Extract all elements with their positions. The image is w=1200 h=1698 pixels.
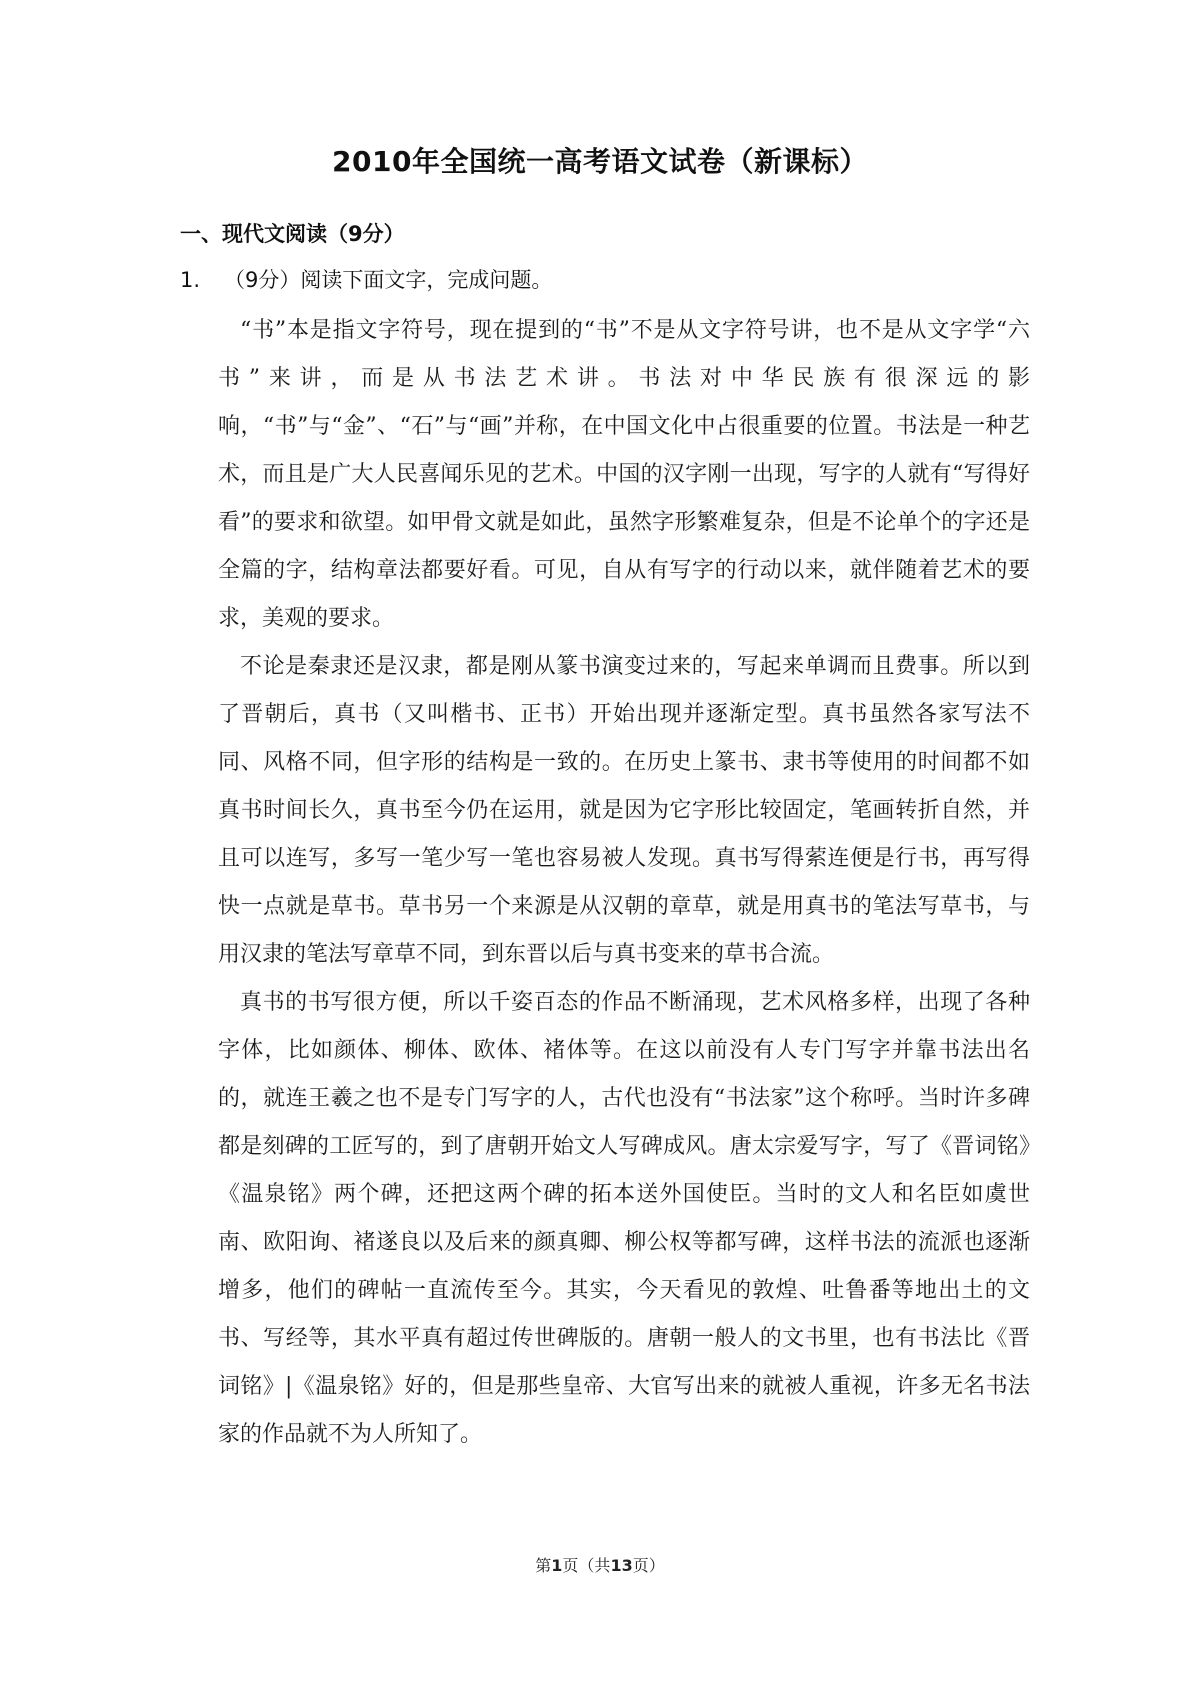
page-title: 2010年全国统一高考语文试卷（新课标） [332, 145, 868, 178]
page-footer [0, 1554, 1200, 1578]
passage-paragraph-2: 不论是秦隶还是汉隶，都是刚从篆书演变过来的，写起来单调而且费事。所以到了晋朝后，真书（又叫楷书、正书）开始出现并逐渐定型。真书虽然各家写法不同、风格不同，但字形的结构是一致的。在历史上篆书、隶书等使用的时间都不如真书时间长久，真书至今仍在运用，就是因为它字形比较固定，笔画转折自然，并且可以连写，多写一笔少写一笔也容易被人发现。真书写得萦连便是行书，再写得快一点就是草书。草书另一个来源是从汉朝的章草，就是用真书的笔法写草书，与用汉隶的笔法写章草不同，到东晋以后与真书变来的草书合流。 [218, 654, 1030, 967]
footer-total-pages: 13 [610, 1556, 633, 1575]
section-heading: 一、现代文阅读（9分） [180, 222, 405, 246]
footer-middle: 页（共 [562, 1556, 611, 1575]
question-number: 1. [180, 268, 201, 292]
passage-paragraph-1: “书”本是指文字符号，现在提到的“书”不是从文字符号讲，也不是从文字学“六书”来讲，而是从书法艺术讲。书法对中华民族有很深远的影响，“书”与“金”、“石”与“画”并称，在中国文化中占很重要的位置。书法是一种艺术，而且是广大人民喜闻乐见的艺术。中国的汉字刚一出现，写字的人就有“写得好看”的要求和欲望。如甲骨文就是如此，虽然字形繁难复杂，但是不论单个的字还是全篇的字，结构章法都要好看。可见，自从有写字的行动以来，就伴随着艺术的要求，美观的要求。 [218, 318, 1030, 631]
footer-page-number: 1 [551, 1556, 563, 1575]
reading-passage [218, 307, 1030, 1459]
question-prompt: （9分）阅读下面文字，完成问题。 [224, 268, 553, 292]
footer-prefix: 第 [535, 1556, 552, 1575]
question-line [180, 264, 552, 296]
passage-paragraph-3: 真书的书写很方便，所以千姿百态的作品不断涌现，艺术风格多样，出现了各种字体，比如颜体、柳体、欧体、褚体等。在这以前没有人专门写字并靠书法出名的，就连王羲之也不是专门写字的人，古代也没有“书法家”这个称呼。当时许多碑都是刻碑的工匠写的，到了唐朝开始文人写碑成风。唐太宗爱写字，写了《晋词铭》《温泉铭》两个碑，还把这两个碑的拓本送外国使臣。当时的文人和名臣如虞世南、欧阳询、褚遂良以及后来的颜真卿、柳公权等都写碑，这样书法的流派也逐渐增多，他们的碑帖一直流传至今。其实，今天看见的敦煌、吐鲁番等地出土的文书、写经等，其水平真有超过传世碑版的。唐朝一般人的文书里，也有书法比《晋词铭》|《温泉铭》好的，但是那些皇帝、大官写出来的就被人重视，许多无名书法家的作品就不为人所知了。 [218, 990, 1030, 1447]
footer-suffix: 页） [632, 1556, 665, 1575]
